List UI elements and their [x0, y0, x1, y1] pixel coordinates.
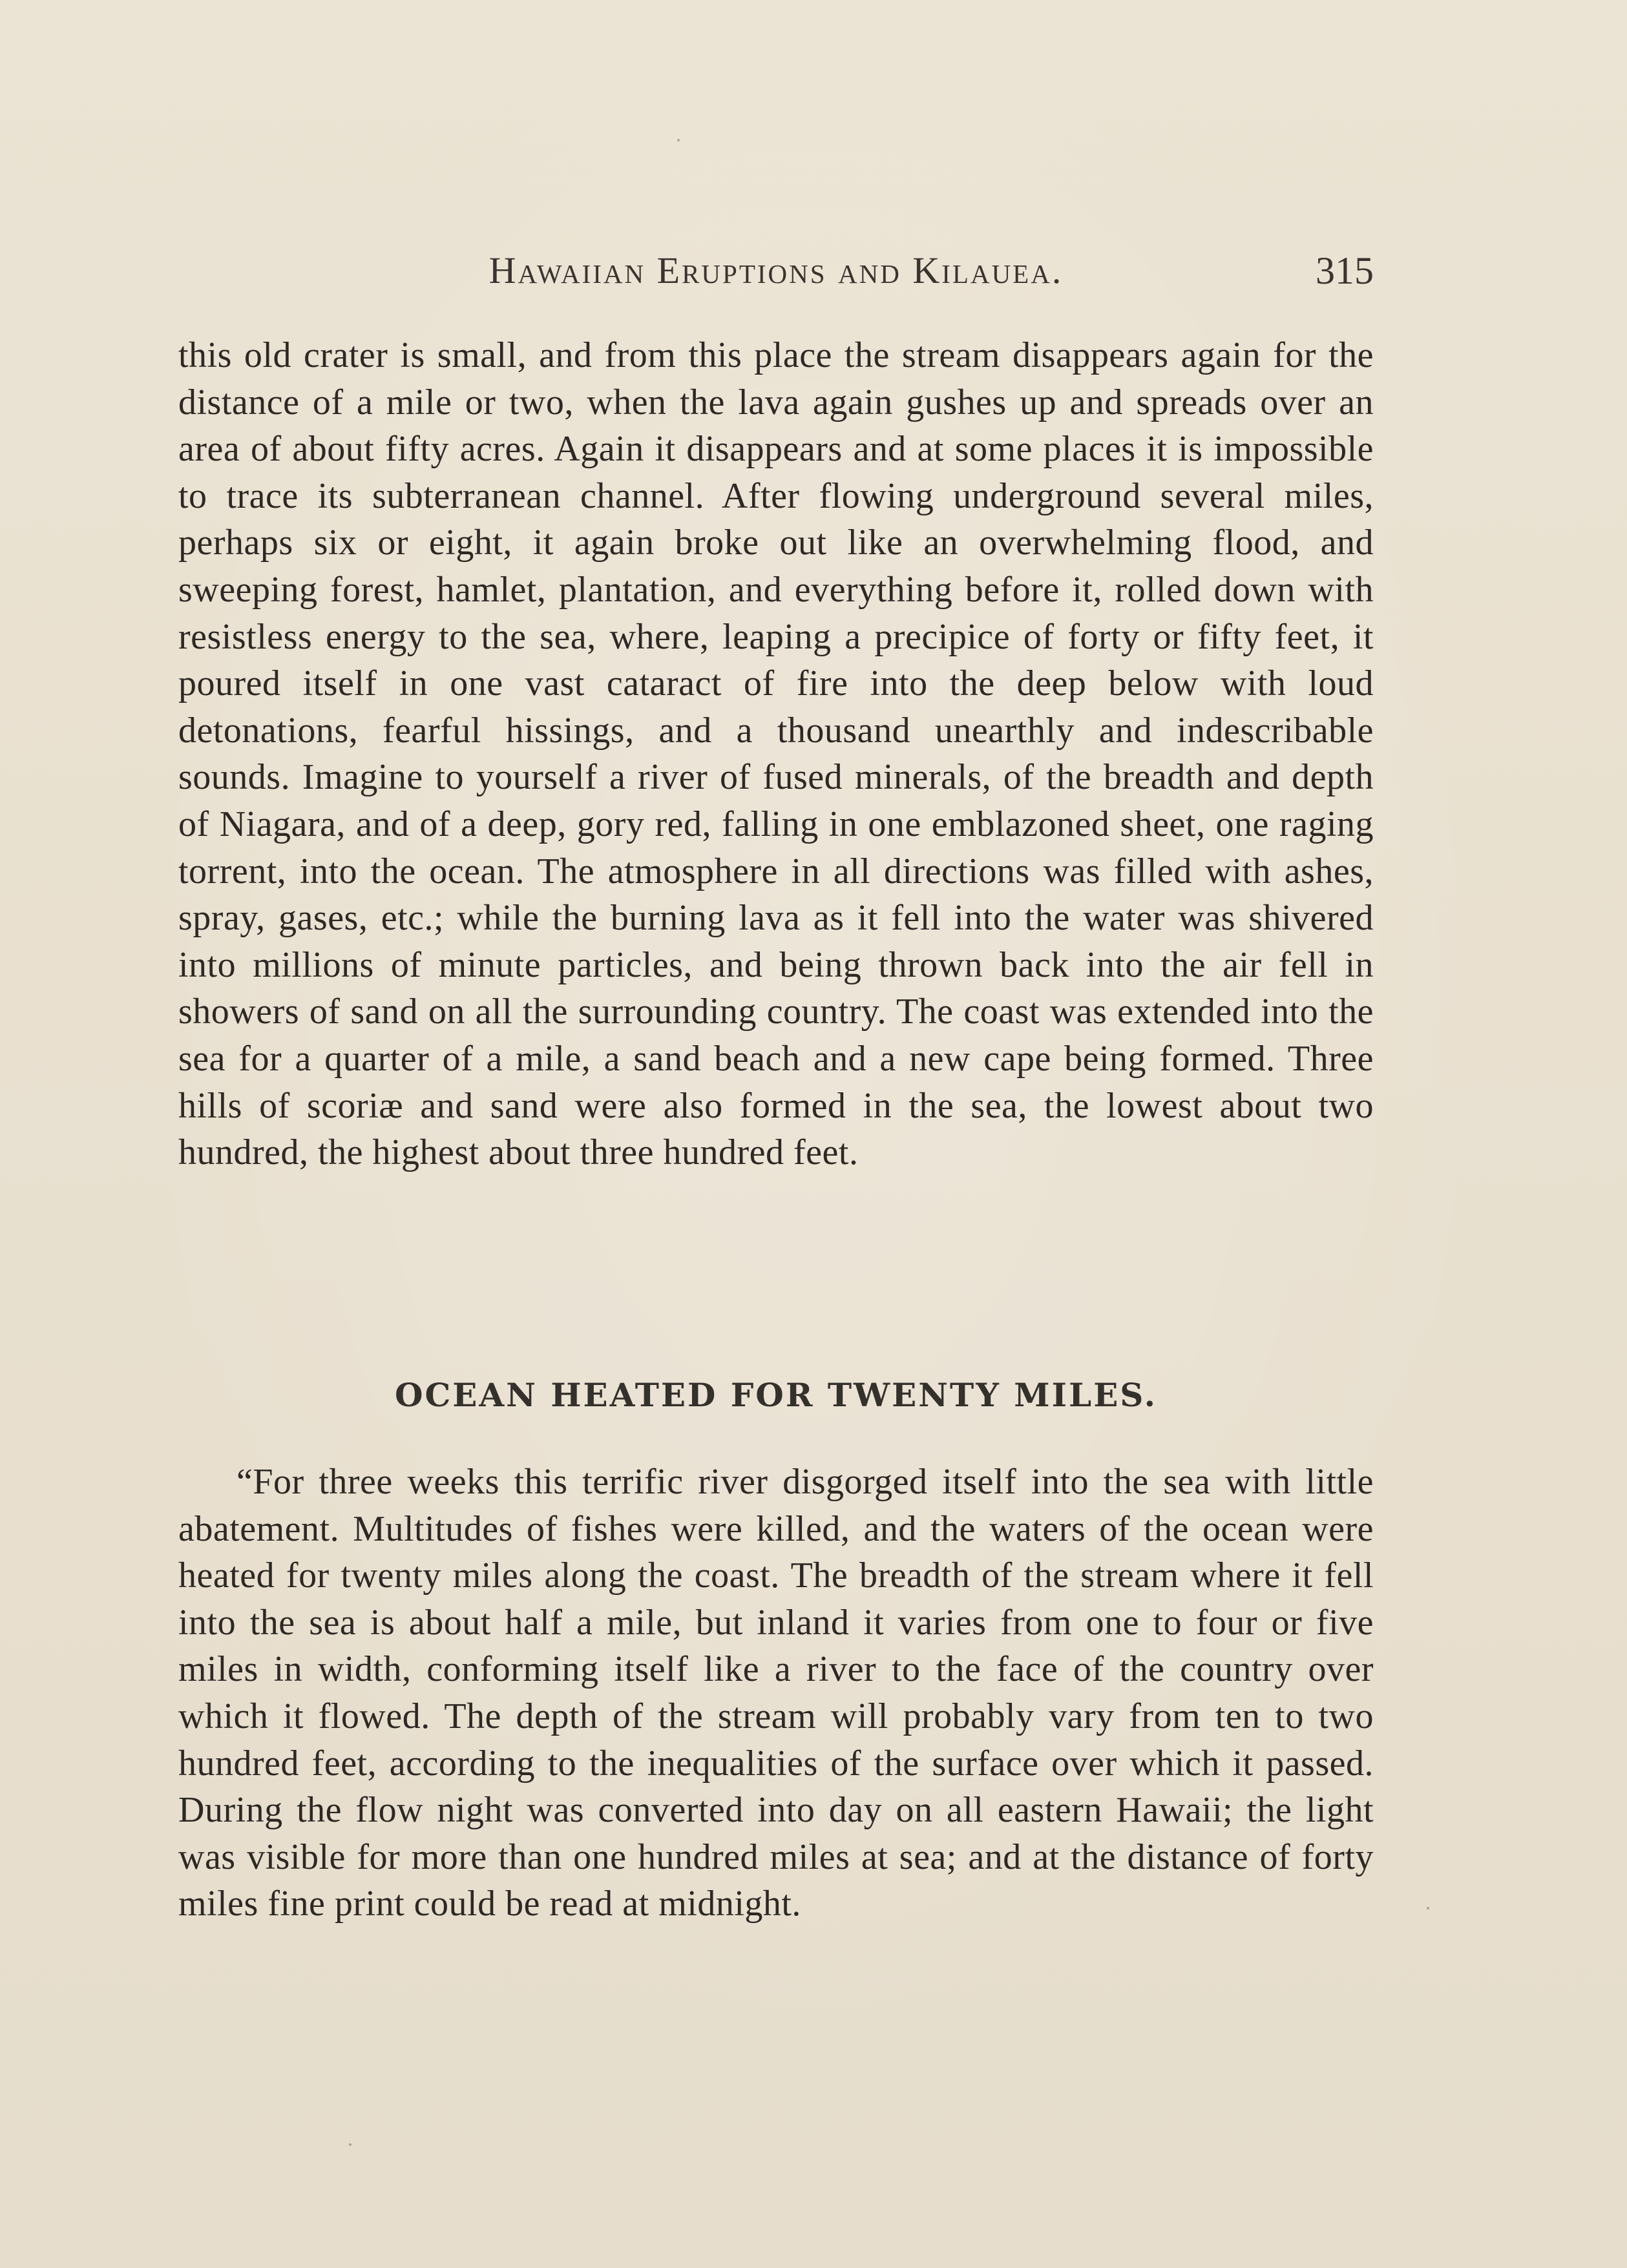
section-heading: OCEAN HEATED FOR TWENTY MILES.	[394, 1376, 1158, 1414]
paragraph-1: this old crater is small, and from this place the stream disappears again for the distance of a mile or two, when the lava again gushes up and spreads over an area of about fifty acres. Again it disappears and at some places it is impossible to trace its subterranean channel. After flowing underground several miles, perhaps six or eight, it again broke out like an overwhelming flood, and sweeping forest, hamlet, plantation, and everything before it, rolled down with resistless energy to the sea, where, leaping a precipice of forty or fifty feet, it poured itself in one vast cataract of fire into the deep below with loud detonations, fearful hissings, and a thousand unearthly and indescribable sounds. Imagine to yourself a river of fused minerals, of the breadth and depth of Niagara, and of a deep, gory red, falling in one emblazoned sheet, one raging torrent, into the ocean. The atmosphere in all directions was filled with ashes, spray, gases, etc.; while the burning lava as it fell into the water was shivered into millions of minute particles, and being thrown back into the air fell in showers of sand on all the surrounding country. The coast was extended into the sea for a quarter of a mile, a sand beach and a new cape being formed. Three hills of scoriæ and sand were also formed in the sea, the lowest about two hundred, the highest about three hundred feet.	[178, 335, 1374, 1173]
running-title: Hawaiian Eruptions and Kilauea.	[488, 249, 1064, 291]
paper-speck	[677, 139, 680, 141]
paragraph-2: “For three weeks this terrific river disgorged itself into the sea with little abatement. Multitudes of fishes were killed, and the waters of the ocean were heated for twenty miles along the coast. The breadth of the stream where it fell into the sea is about half a mile, but inland it varies from one to four or five miles in width, conforming itself like a river to the face of the country over which it flowed. The depth of the stream will probably vary from ten to two hundred feet, according to the inequalities of the surface over which it passed. During the flow night was converted into day on all eastern Hawaii; the light was visible for more than one hundred miles at sea; and at the distance of forty miles fine print could be read at midnight.	[178, 1462, 1374, 1924]
paper-speck	[1427, 1907, 1429, 1909]
paper-speck	[349, 2143, 352, 2146]
paragraph-block-2	[178, 1459, 1374, 1928]
running-head	[178, 249, 1374, 307]
page-number: 315	[1316, 249, 1374, 292]
paragraph-block-1	[178, 332, 1374, 1176]
